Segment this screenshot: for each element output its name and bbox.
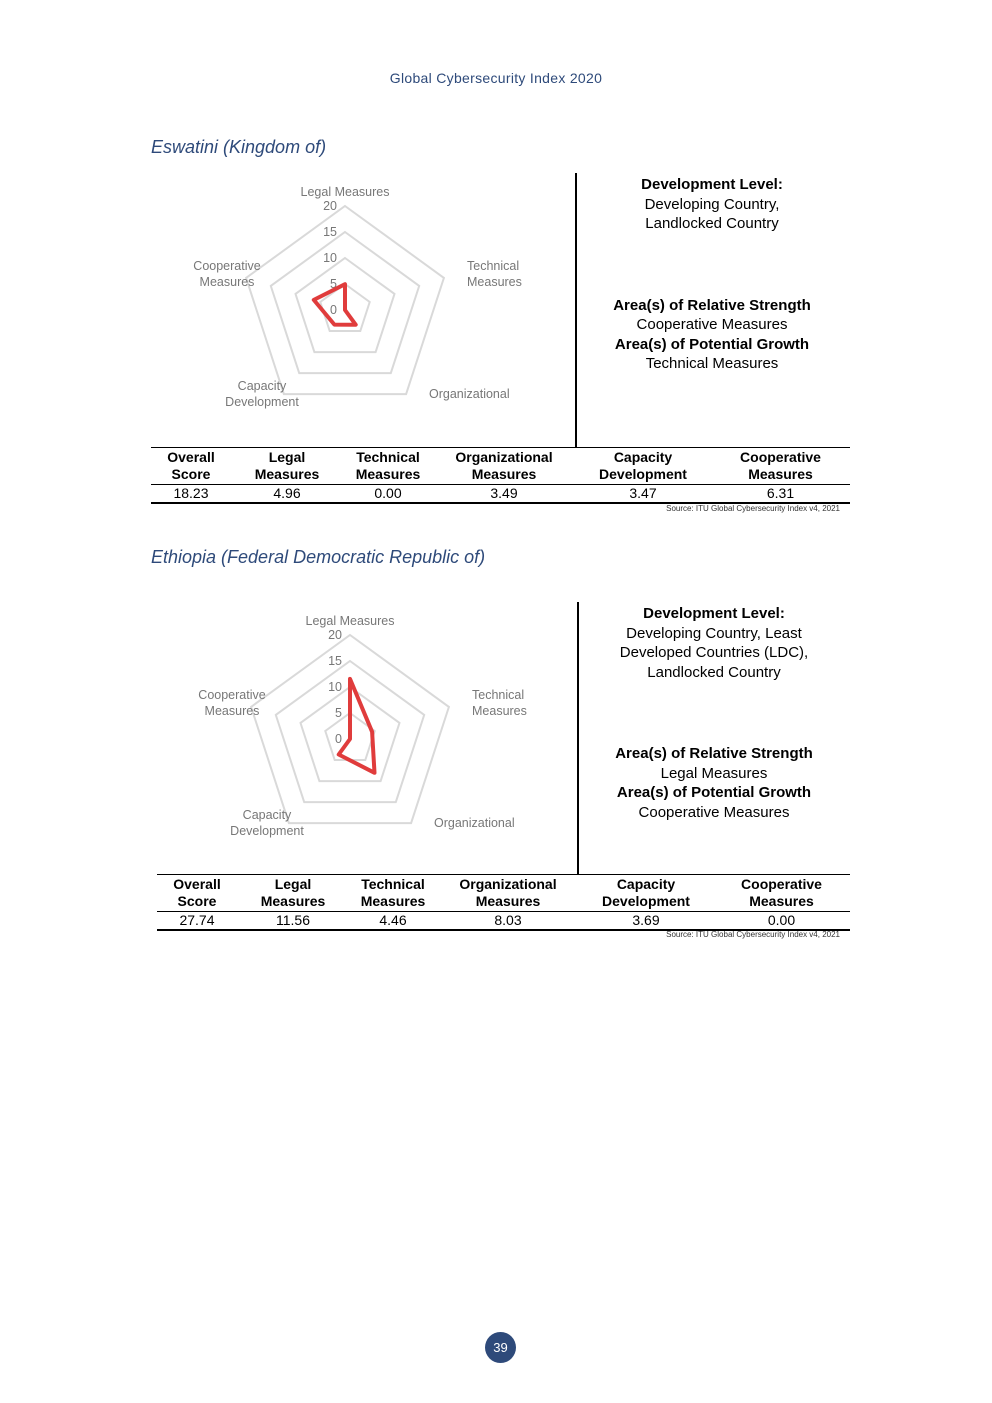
radar-axis-label: Technical <box>467 259 520 273</box>
radar-axis-label: Cooperative <box>198 688 266 702</box>
radar-series-line <box>339 679 375 773</box>
header-organizational-measures: Organizational Measures <box>455 449 553 482</box>
radar-axis-label: Measures <box>204 704 260 718</box>
score-table-ethiopia <box>157 874 850 931</box>
radar-tick-label: 5 <box>335 706 342 720</box>
radar-axis-label: Capacity <box>242 808 292 822</box>
value-capacity-development: 3.69 <box>579 912 713 931</box>
header-technical-measures: Technical Measures <box>360 876 426 909</box>
radar-axis-label: Organizational <box>434 816 515 830</box>
value-organizational-measures: 8.03 <box>437 912 579 931</box>
page-number: 39 <box>485 1332 516 1363</box>
radar-axis-label: Measures <box>472 704 527 718</box>
dev-level-line: Landlocked Country <box>645 215 779 232</box>
radar-axis-label: Measures <box>199 275 255 289</box>
value-technical-measures: 0.00 <box>343 485 433 504</box>
radar-tick-label: 0 <box>335 732 342 746</box>
header-legal-measures: Legal Measures <box>254 449 320 482</box>
radar-chart-eswatini <box>170 180 550 420</box>
radar-axis-label: Capacity <box>237 379 287 393</box>
header-organizational-measures: Organizational Measures <box>459 876 557 909</box>
value-legal-measures: 4.96 <box>231 485 343 504</box>
radar-axis-label: Technical <box>472 688 525 702</box>
radar-axis-label: Cooperative <box>193 259 261 273</box>
value-technical-measures: 4.46 <box>349 912 437 931</box>
strength-heading: Area(s) of Relative Strength <box>615 745 813 762</box>
dev-level-line: Developing Country, <box>644 195 780 213</box>
table-row <box>157 912 850 931</box>
growth-value: Technical Measures <box>645 355 779 372</box>
radar-tick-label: 20 <box>323 199 337 213</box>
country-title-ethiopia: Ethiopia (Federal Democratic Republic of) <box>151 547 486 567</box>
value-cooperative-measures: 0.00 <box>713 912 850 931</box>
value-organizational-measures: 3.49 <box>433 485 575 504</box>
country-title-eswatini: Eswatini (Kingdom of) <box>151 137 327 157</box>
header-overall-score: Overall Score <box>167 449 215 482</box>
radar-tick-label: 10 <box>328 680 342 694</box>
growth-heading: Area(s) of Potential Growth <box>616 784 812 801</box>
table-header-row <box>157 875 850 912</box>
value-overall-score: 18.23 <box>151 485 231 504</box>
header-capacity-development: Capacity Development <box>599 449 687 482</box>
dev-level-heading: Development Level: <box>643 605 785 622</box>
value-capacity-development: 3.47 <box>575 485 711 504</box>
header-cooperative-measures: Cooperative Measures <box>741 876 822 909</box>
radar-tick-label: 15 <box>323 225 337 239</box>
header-capacity-development: Capacity Development <box>602 876 690 909</box>
radar-tick-label: 0 <box>330 303 337 317</box>
value-legal-measures: 11.56 <box>237 912 349 931</box>
strength-value: Cooperative Measures <box>636 316 788 333</box>
header-cooperative-measures: Cooperative Measures <box>740 449 821 482</box>
radar-axis-label: Development <box>230 824 304 838</box>
radar-tick-label: 20 <box>328 628 342 642</box>
radar-axis-label: Legal Measures <box>300 185 390 199</box>
value-overall-score: 27.74 <box>157 912 237 931</box>
radar-tick-label: 10 <box>323 251 337 265</box>
dev-level-line: Developed Countries (LDC), <box>619 644 809 661</box>
dev-level-line: Landlocked Country <box>647 663 781 681</box>
header-technical-measures: Technical Measures <box>355 449 421 482</box>
country-profile-eswatini <box>577 175 847 374</box>
source-note: Source: ITU Global Cybersecurity Index v4, 2021 <box>666 504 840 513</box>
header-legal-measures: Legal Measures <box>260 876 326 909</box>
running-header: Global Cybersecurity Index 2020 <box>389 70 603 86</box>
radar-axis-label: Development <box>225 395 299 409</box>
source-note: Source: ITU Global Cybersecurity Index v4, 2021 <box>666 930 840 939</box>
radar-chart-ethiopia <box>175 609 555 849</box>
radar-axis-label: Measures <box>467 275 522 289</box>
table-row <box>151 485 850 504</box>
score-table-eswatini <box>151 447 850 504</box>
growth-heading: Area(s) of Potential Growth <box>614 335 810 353</box>
header-overall-score: Overall Score <box>173 876 221 909</box>
strength-value: Legal Measures <box>660 764 768 782</box>
table-header-row <box>151 448 850 485</box>
radar-tick-label: 15 <box>328 654 342 668</box>
country-profile-ethiopia <box>579 604 849 822</box>
strength-heading: Area(s) of Relative Strength <box>613 296 811 314</box>
dev-level-heading: Development Level: <box>641 176 783 193</box>
dev-level-line: Developing Country, Least <box>626 624 802 642</box>
radar-tick-label: 5 <box>330 277 337 291</box>
value-cooperative-measures: 6.31 <box>711 485 850 504</box>
radar-axis-label: Legal Measures <box>305 614 395 628</box>
radar-axis-label: Organizational <box>429 387 510 401</box>
growth-value: Cooperative Measures <box>638 803 790 821</box>
